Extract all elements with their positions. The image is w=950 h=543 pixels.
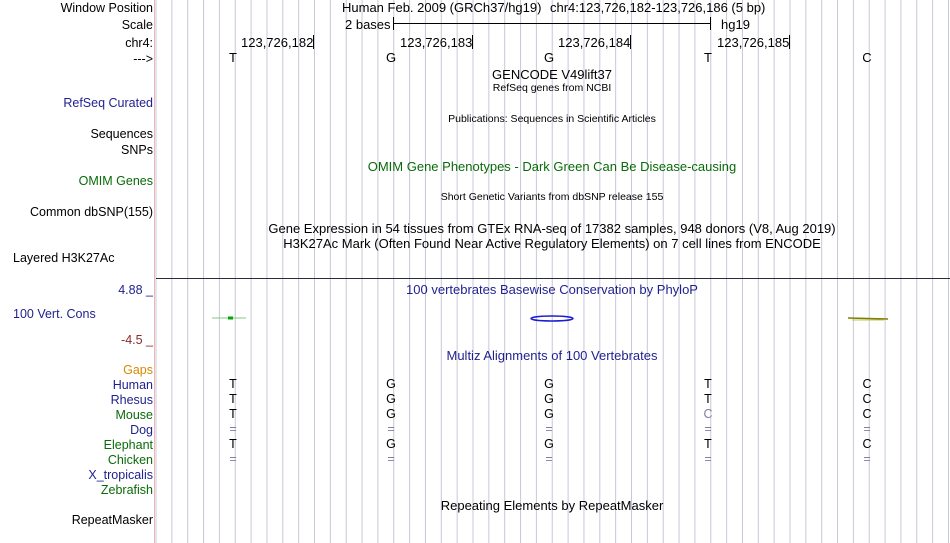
gtex-track-title[interactable]: Gene Expression in 54 tissues from GTEx RNA-seq of 17382 samples, 948 donors (V8, Aug 2019) [268,221,836,236]
gencode-track-title[interactable]: GENCODE V49lift37 [492,67,612,82]
coord-4: 123,726,185 [717,35,790,50]
alignment-base: G [386,437,396,451]
position-text: chr4:123,726,182-123,726,186 (5 bp) [550,0,766,15]
window-position-label: Window Position [60,1,153,15]
assembly-title: Human Feb. 2009 (GRCh37/hg19) [342,0,542,15]
phylop-track-title[interactable]: 100 vertebrates Basewise Conservation by PhyloP [406,282,698,297]
coord-tick [630,35,631,49]
layered-h3k27ac-label[interactable]: Layered H3K27Ac [13,251,115,265]
sequence-base: C [862,50,872,65]
track-separator [156,278,950,279]
species-label-human[interactable]: Human [112,378,153,392]
refseq-track-title[interactable]: RefSeq genes from NCBI [492,82,612,94]
multiz-track-title[interactable]: Multiz Alignments of 100 Vertebrates [446,348,658,363]
alignment-base: = [229,422,237,436]
alignment-base: T [704,377,712,391]
alignment-base: T [229,377,237,391]
alignment-base: C [862,392,872,406]
alignment-base: T [229,407,237,421]
alignment-base: C [862,377,872,391]
scale-bar [393,17,711,29]
h3k27ac-track-title[interactable]: H3K27Ac Mark (Often Found Near Active Regulatory Elements) on 7 cell lines from ENCODE [283,236,821,251]
repeatmasker-label[interactable]: RepeatMasker [71,513,153,527]
coord-2: 123,726,183 [400,35,473,50]
alignment-base: = [229,452,237,466]
coord-1: 123,726,182 [241,35,314,50]
chrom-label: chr4: [125,36,153,50]
phylop-min-label: -4.5 _ [121,333,153,347]
sequence-base: G [385,50,397,65]
alignment-base: G [386,392,396,406]
phylop-max-label: 4.88 _ [118,283,153,297]
dbsnp-track-title[interactable]: Short Genetic Variants from dbSNP release 155 [440,191,664,203]
alignment-base: = [863,452,871,466]
refseq-curated-label[interactable]: RefSeq Curated [63,96,153,110]
scale-label: Scale [121,18,153,32]
omim-genes-label[interactable]: OMIM Genes [78,174,153,188]
alignment-base: G [544,392,554,406]
alignment-base: T [704,392,712,406]
sequence-base: T [704,50,712,65]
species-label-rhesus[interactable]: Rhesus [110,393,153,407]
coord-3: 123,726,184 [558,35,631,50]
alignment-base: = [545,452,553,466]
species-label-chicken[interactable]: Chicken [107,453,153,467]
phylop-signal [0,310,950,326]
alignment-base: C [862,407,872,421]
alignment-base: = [387,422,395,436]
alignment-base: G [386,407,396,421]
label-column-divider [154,0,155,543]
alignment-base: G [386,377,396,391]
alignment-base: T [229,437,237,451]
alignment-base: T [229,392,237,406]
scale-text: 2 bases [345,17,391,32]
coord-tick [472,35,473,49]
gaps-label[interactable]: Gaps [123,363,153,377]
snps-label[interactable]: SNPs [121,143,153,157]
sequences-label[interactable]: Sequences [90,127,153,141]
species-label-x_tropicalis[interactable]: X_tropicalis [88,468,153,482]
alignment-base: G [544,377,554,391]
species-label-mouse[interactable]: Mouse [115,408,153,422]
strand-label: ---> [133,52,153,66]
alignment-base: T [704,437,712,451]
sequence-base: G [543,50,555,65]
alignment-base: C [862,437,872,451]
coord-tick [313,35,314,49]
sequence-base: T [229,50,237,65]
alignment-base: = [545,422,553,436]
alignment-base: = [863,422,871,436]
alignment-base: = [704,452,712,466]
omim-track-title[interactable]: OMIM Gene Phenotypes - Dark Green Can Be Disease-causing [367,159,737,174]
alignment-base: C [703,407,713,421]
alignment-base: = [387,452,395,466]
species-label-zebrafish[interactable]: Zebrafish [100,483,153,497]
publications-track-title[interactable]: Publications: Sequences in Scientific Articles [448,113,656,125]
alignment-base: = [704,422,712,436]
alignment-base: G [544,437,554,451]
vert-cons-label[interactable]: 100 Vert. Cons [13,307,96,321]
species-label-dog[interactable]: Dog [130,423,153,437]
common-dbsnp-label[interactable]: Common dbSNP(155) [30,205,153,219]
coord-tick [789,35,790,49]
db-name: hg19 [721,17,750,32]
alignment-base: G [544,407,554,421]
species-label-elephant[interactable]: Elephant [103,438,153,452]
repeatmasker-track-title[interactable]: Repeating Elements by RepeatMasker [440,498,664,513]
